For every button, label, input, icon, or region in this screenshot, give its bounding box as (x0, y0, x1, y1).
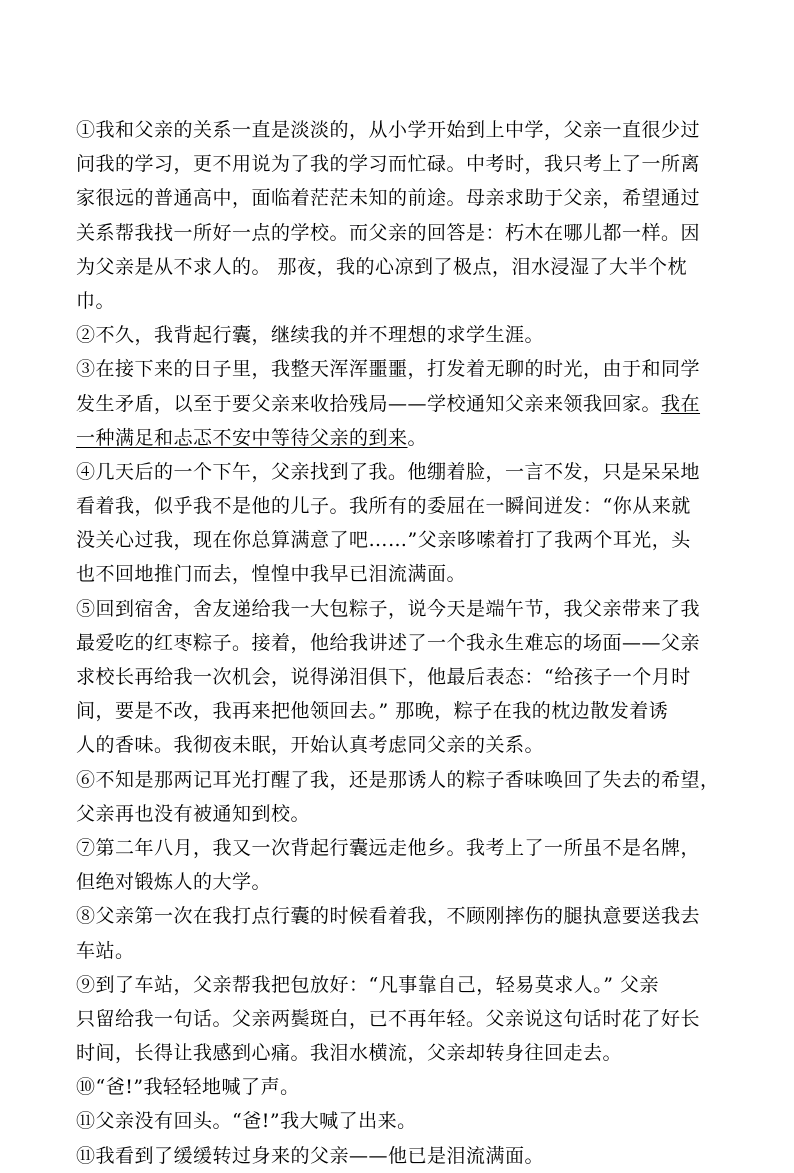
underlined-sentence-end: 一种满足和忐忑不安中等待父亲的到来 (76, 426, 408, 449)
text-segment: 发生矛盾，以至于要父亲来收拾残局——学校通知父亲来领我回家。 (76, 392, 662, 415)
text-line: 间，要是不改，我再来把他领回去。” 那晚，粽子在我的枕边散发着诱 (76, 700, 669, 723)
text-line: ⑪父亲没有回头。“爸!”我大喊了出来。 (76, 1110, 417, 1133)
paragraph-10 (76, 1070, 726, 1104)
text-line: 也不回地推门而去，惶惶中我早已泪流满面。 (76, 563, 467, 586)
paragraph-1 (76, 113, 726, 318)
text-line (76, 387, 726, 421)
text-line: 家很远的普通高中，面临着茫茫未知的前途。母亲求助于父亲，希望通过 (76, 187, 701, 210)
paragraph-2 (76, 318, 726, 352)
text-line: 但绝对锻炼人的大学。 (76, 871, 272, 894)
text-line: ③在接下来的日子里，我整天浑浑噩噩，打发着无聊的时光，由于和同学 (76, 358, 701, 381)
text-line: 巾。 (76, 289, 116, 312)
paragraph-6 (76, 763, 726, 831)
text-line: ⑦第二年八月，我又一次背起行囊远走他乡。我考上了一所虽不是名牌， (76, 836, 701, 859)
text-segment: 。 (407, 426, 428, 449)
paragraph-5 (76, 592, 726, 763)
text-line: 时间，长得让我感到心痛。我泪水横流，父亲却转身往回走去。 (76, 1042, 623, 1065)
text-line: 为父亲是从不求人的。 那夜，我的心凉到了极点，泪水浸湿了大半个枕 (76, 255, 688, 278)
text-line: ⑩“爸!”我轻轻地喊了声。 (76, 1076, 300, 1099)
text-line: 父亲再也没有被通知到校。 (76, 802, 311, 825)
text-line: 只留给我一句话。父亲两鬓斑白，已不再年轻。父亲说这句话时花了好长 (76, 1007, 701, 1030)
text-line: ⑨到了车站，父亲帮我把包放好：“凡事靠自己，轻易莫求人。” 父亲 (76, 973, 659, 996)
text-line: 问我的学习，更不用说为了我的学习而忙碌。中考时，我只考上了一所离 (76, 153, 701, 176)
text-line: 看着我，似乎我不是他的儿子。我所有的委屈在一瞬间迸发：“你从来就 (76, 495, 691, 518)
text-line: 没关心过我，现在你总算满意了吧……”父亲哆嗦着打了我两个耳光，头 (76, 529, 691, 552)
text-line (76, 421, 726, 455)
text-line: ⑪我看到了缓缓转过身来的父亲——他已是泪流满面。 (76, 1144, 545, 1167)
text-line: ④几天后的一个下午，父亲找到了我。他绷着脸，一言不发，只是呆呆地 (76, 460, 701, 483)
paragraph-11 (76, 1104, 726, 1138)
paragraph-4 (76, 455, 726, 592)
text-line: ②不久，我背起行囊，继续我的并不理想的求学生涯。 (76, 324, 545, 347)
article-body (76, 113, 726, 1167)
text-line: 人的香味。我彻夜未眠，开始认真考虑同父亲的关系。 (76, 734, 545, 757)
text-line: ⑤回到宿舍，舍友递给我一大包粽子，说今天是端午节，我父亲带来了我 (76, 597, 701, 620)
paragraph-9 (76, 968, 726, 1071)
paragraph-3 (76, 352, 726, 455)
text-line: ⑧父亲第一次在我打点行囊的时候看着我，不顾刚摔伤的腿执意要送我去 (76, 905, 701, 928)
text-line: 车站。 (76, 939, 135, 962)
text-line: ①我和父亲的关系一直是淡淡的，从小学开始到上中学，父亲一直很少过 (76, 119, 701, 141)
text-line: 最爱吃的红枣粽子。接着，他给我讲述了一个我永生难忘的场面——父亲 (76, 631, 701, 654)
paragraph-12 (76, 1139, 726, 1173)
paragraph-8 (76, 899, 726, 967)
paragraph-7 (76, 831, 726, 899)
underlined-sentence-start: 我在 (661, 392, 701, 415)
text-line: 求校长再给我一次机会，说得涕泪俱下，他最后表态：“给孩子一个月时 (76, 666, 691, 688)
text-line: 关系帮我找一所好一点的学校。而父亲的回答是：朽木在哪儿都一样。因 (76, 221, 701, 244)
text-line: ⑥不知是那两记耳光打醒了我，还是那诱人的粽子香味唤回了失去的希望， (76, 768, 720, 791)
